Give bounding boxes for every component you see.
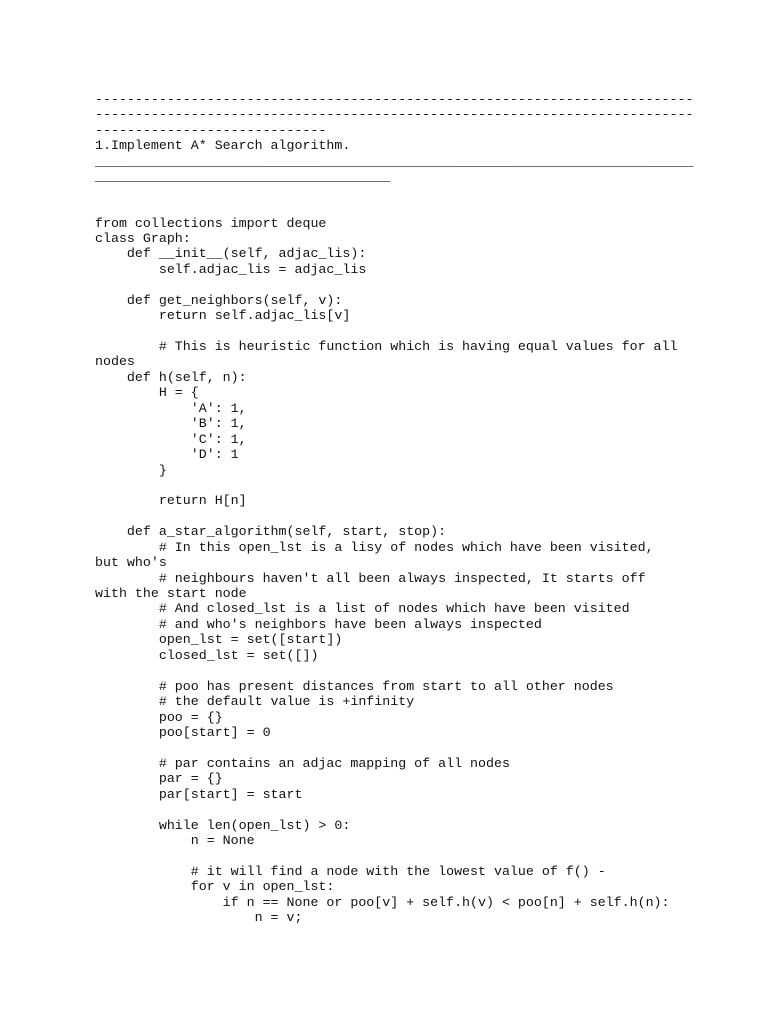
code-line: def h(self, n): — [95, 369, 247, 385]
code-comment-line: # In this open_lst is a lisy of nodes which have been visited, — [95, 539, 654, 555]
code-line: H = { — [95, 385, 199, 401]
code-line: n = None — [95, 833, 255, 848]
separator-line: --------------------------------------------------------------------------- — [95, 92, 694, 107]
code-comment-wrap: with the start node — [95, 586, 247, 601]
code-line: if n == None or poo[v] + self.h(v) < poo[n] + self.h(n): — [95, 894, 670, 910]
blank-line — [95, 802, 695, 817]
code-comment-line: # it will find a node with the lowest value of f() - — [95, 863, 606, 879]
code-comment-line: # neighbours haven't all been always inspected, It starts off — [95, 570, 646, 586]
blank-line — [95, 277, 695, 292]
code-line: def a_star_algorithm(self, start, stop): — [95, 524, 447, 540]
blank-line — [95, 478, 695, 493]
code-line: par = {} — [95, 771, 223, 787]
blank-line — [95, 848, 695, 863]
underline-line: ___________________________________________________________________________ — [95, 153, 694, 169]
blank-line — [95, 200, 695, 215]
blank-line — [95, 185, 695, 200]
code-line: from collections import deque — [95, 215, 327, 231]
code-line: poo[start] = 0 — [95, 724, 271, 740]
document-page — [95, 92, 695, 926]
code-comment-wrap: nodes — [95, 354, 135, 370]
code-line: closed_lst = set([]) — [95, 647, 319, 663]
code-comment-wrap: but who's — [95, 555, 167, 571]
underline-line: _____________________________________ — [95, 169, 391, 185]
code-line: while len(open_lst) > 0: — [95, 817, 351, 833]
code-line: poo = {} — [95, 709, 223, 725]
code-comment-line: # poo has present distances from start to all other nodes — [95, 678, 614, 694]
code-line: self.adjac_lis = adjac_lis — [95, 261, 367, 277]
code-line: } — [95, 462, 167, 478]
code-comment-line: # par contains an adjac mapping of all nodes — [95, 755, 510, 771]
code-line: def __init__(self, adjac_lis): — [95, 246, 367, 262]
blank-line — [95, 324, 695, 339]
separator-line: ----------------------------- — [95, 122, 327, 138]
code-line: def get_neighbors(self, v): — [95, 292, 343, 308]
code-line: open_lst = set([start]) — [95, 632, 343, 648]
code-comment-line: # the default value is +infinity — [95, 694, 415, 710]
code-line: 'D': 1 — [95, 447, 239, 463]
code-line: par[start] = start — [95, 786, 303, 802]
code-comment-line: # And closed_lst is a list of nodes which have been visited — [95, 601, 630, 617]
code-line: return self.adjac_lis[v] — [95, 308, 351, 324]
blank-line — [95, 740, 695, 755]
section-heading: 1.Implement A* Search algorithm. — [95, 138, 351, 154]
code-line: 'B': 1, — [95, 416, 247, 432]
code-line: 'C': 1, — [95, 431, 247, 447]
code-line: return H[n] — [95, 493, 247, 509]
code-line: for v in open_lst: — [95, 879, 335, 895]
blank-line — [95, 663, 695, 678]
code-comment-line: # This is heuristic function which is having equal values for all — [95, 339, 678, 354]
code-line: 'A': 1, — [95, 400, 247, 416]
separator-line: --------------------------------------------------------------------------- — [95, 107, 694, 123]
code-line: n = v; — [95, 910, 303, 926]
blank-line — [95, 509, 695, 524]
code-line: class Graph: — [95, 230, 191, 246]
code-comment-line: # and who's neighbors have been always inspected — [95, 616, 542, 632]
